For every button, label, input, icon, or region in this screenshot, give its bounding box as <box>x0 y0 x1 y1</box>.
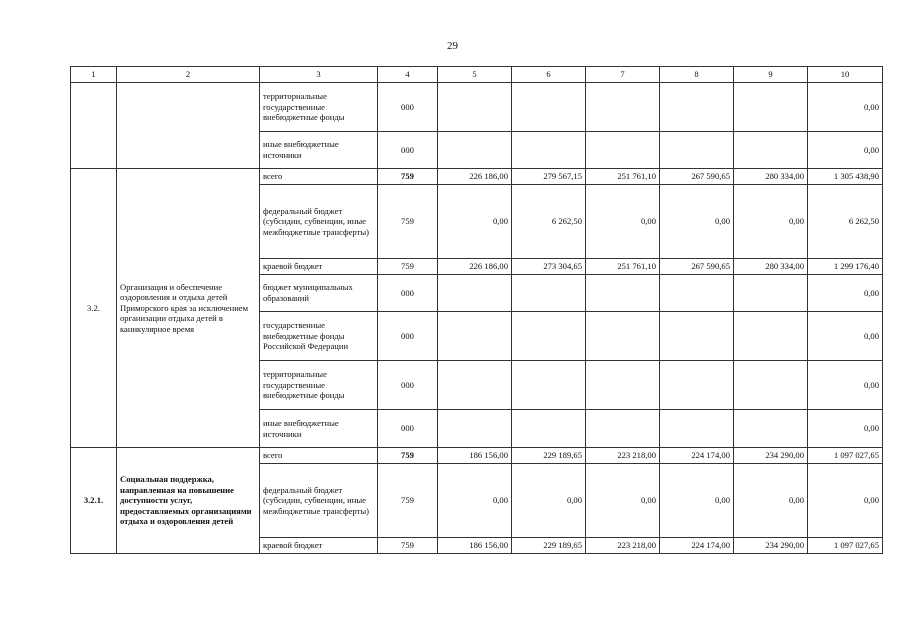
table-row <box>71 448 883 464</box>
value-cell <box>438 83 512 132</box>
value-cell: 0,00 <box>734 185 808 259</box>
column-header: 6 <box>512 67 586 83</box>
header-row <box>71 67 883 83</box>
value-cell: 251 761,10 <box>586 169 660 185</box>
value-cell: 273 304,65 <box>512 259 586 275</box>
total-cell: 0,00 <box>808 132 883 169</box>
value-cell: 223 218,00 <box>586 538 660 554</box>
value-cell: 234 290,00 <box>734 538 808 554</box>
total-cell: 6 262,50 <box>808 185 883 259</box>
value-cell <box>512 410 586 448</box>
budget-code: 000 <box>378 83 438 132</box>
budget-code: 759 <box>378 185 438 259</box>
value-cell: 186 156,00 <box>438 538 512 554</box>
total-cell: 0,00 <box>808 361 883 410</box>
total-cell: 0,00 <box>808 275 883 312</box>
value-cell: 267 590,65 <box>660 259 734 275</box>
budget-code: 000 <box>378 312 438 361</box>
budget-table <box>70 66 883 554</box>
value-cell: 251 761,10 <box>586 259 660 275</box>
value-cell <box>586 83 660 132</box>
total-cell: 1 097 027,65 <box>808 538 883 554</box>
value-cell <box>512 83 586 132</box>
budget-code: 000 <box>378 361 438 410</box>
value-cell: 279 567,15 <box>512 169 586 185</box>
column-header: 8 <box>660 67 734 83</box>
value-cell: 234 290,00 <box>734 448 808 464</box>
budget-code: 759 <box>378 538 438 554</box>
value-cell: 267 590,65 <box>660 169 734 185</box>
total-cell: 0,00 <box>808 83 883 132</box>
item-id-cell <box>71 83 117 169</box>
funding-source: федеральный бюджет (субсидии, субвенции, иные межбюджетные трансферты) <box>260 185 378 259</box>
item-name: Социальная поддержка, направленная на повышение доступности услуг, предоставляемых организациями отдыха и оздоровления детей <box>117 448 260 554</box>
value-cell: 0,00 <box>438 185 512 259</box>
column-header: 9 <box>734 67 808 83</box>
value-cell <box>586 132 660 169</box>
value-cell <box>734 83 808 132</box>
column-header: 3 <box>260 67 378 83</box>
value-cell <box>734 361 808 410</box>
value-cell: 226 186,00 <box>438 169 512 185</box>
value-cell: 0,00 <box>660 464 734 538</box>
item-name-cell <box>117 83 260 169</box>
column-header: 1 <box>71 67 117 83</box>
value-cell: 224 174,00 <box>660 448 734 464</box>
value-cell <box>586 275 660 312</box>
value-cell: 0,00 <box>438 464 512 538</box>
total-cell: 0,00 <box>808 410 883 448</box>
value-cell <box>660 83 734 132</box>
value-cell <box>512 312 586 361</box>
budget-code: 759 <box>378 169 438 185</box>
value-cell <box>660 132 734 169</box>
value-cell <box>512 275 586 312</box>
value-cell <box>734 275 808 312</box>
budget-code: 759 <box>378 259 438 275</box>
value-cell <box>734 132 808 169</box>
value-cell: 0,00 <box>586 464 660 538</box>
value-cell: 229 189,65 <box>512 448 586 464</box>
value-cell <box>734 410 808 448</box>
budget-code: 000 <box>378 410 438 448</box>
funding-source: бюджет муниципальных образований <box>260 275 378 312</box>
value-cell: 0,00 <box>586 185 660 259</box>
value-cell <box>660 312 734 361</box>
value-cell <box>438 312 512 361</box>
item-name: Организация и обеспечение оздоровления и отдыха детей Приморского края за исключением организации отдыха детей в каникулярное время <box>117 169 260 448</box>
value-cell <box>512 361 586 410</box>
funding-source: территориальные государственные внебюджетные фонды <box>260 361 378 410</box>
total-cell: 1 097 027,65 <box>808 448 883 464</box>
funding-source: иные внебюджетные источники <box>260 410 378 448</box>
value-cell <box>660 361 734 410</box>
item-id: 3.2.1. <box>71 448 117 554</box>
value-cell <box>438 132 512 169</box>
total-cell: 0,00 <box>808 312 883 361</box>
budget-code: 000 <box>378 132 438 169</box>
value-cell <box>586 361 660 410</box>
total-cell: 1 299 176,40 <box>808 259 883 275</box>
funding-source: краевой бюджет <box>260 538 378 554</box>
item-id: 3.2. <box>71 169 117 448</box>
value-cell: 0,00 <box>734 464 808 538</box>
value-cell: 223 218,00 <box>586 448 660 464</box>
table-row <box>71 83 883 132</box>
value-cell: 0,00 <box>512 464 586 538</box>
budget-code: 759 <box>378 448 438 464</box>
value-cell: 186 156,00 <box>438 448 512 464</box>
value-cell <box>438 361 512 410</box>
total-cell: 0,00 <box>808 464 883 538</box>
value-cell <box>734 312 808 361</box>
table-row <box>71 169 883 185</box>
budget-code: 000 <box>378 275 438 312</box>
funding-source: иные внебюджетные источники <box>260 132 378 169</box>
value-cell: 280 334,00 <box>734 259 808 275</box>
value-cell <box>586 410 660 448</box>
funding-source: краевой бюджет <box>260 259 378 275</box>
value-cell: 226 186,00 <box>438 259 512 275</box>
value-cell <box>660 275 734 312</box>
value-cell: 6 262,50 <box>512 185 586 259</box>
funding-source: всего <box>260 169 378 185</box>
page-number: 29 <box>447 40 458 52</box>
value-cell <box>586 312 660 361</box>
column-header: 7 <box>586 67 660 83</box>
value-cell <box>660 410 734 448</box>
column-header: 10 <box>808 67 883 83</box>
value-cell <box>512 132 586 169</box>
value-cell <box>438 275 512 312</box>
funding-source: федеральный бюджет (субсидии, субвенции, иные межбюджетные трансферты) <box>260 464 378 538</box>
value-cell: 280 334,00 <box>734 169 808 185</box>
funding-source: всего <box>260 448 378 464</box>
column-header: 5 <box>438 67 512 83</box>
funding-source: территориальные государственные внебюджетные фонды <box>260 83 378 132</box>
funding-source: государственные внебюджетные фонды Российской Федерации <box>260 312 378 361</box>
value-cell: 229 189,65 <box>512 538 586 554</box>
column-header: 4 <box>378 67 438 83</box>
total-cell: 1 305 438,90 <box>808 169 883 185</box>
value-cell: 224 174,00 <box>660 538 734 554</box>
column-header: 2 <box>117 67 260 83</box>
value-cell: 0,00 <box>660 185 734 259</box>
budget-code: 759 <box>378 464 438 538</box>
value-cell <box>438 410 512 448</box>
